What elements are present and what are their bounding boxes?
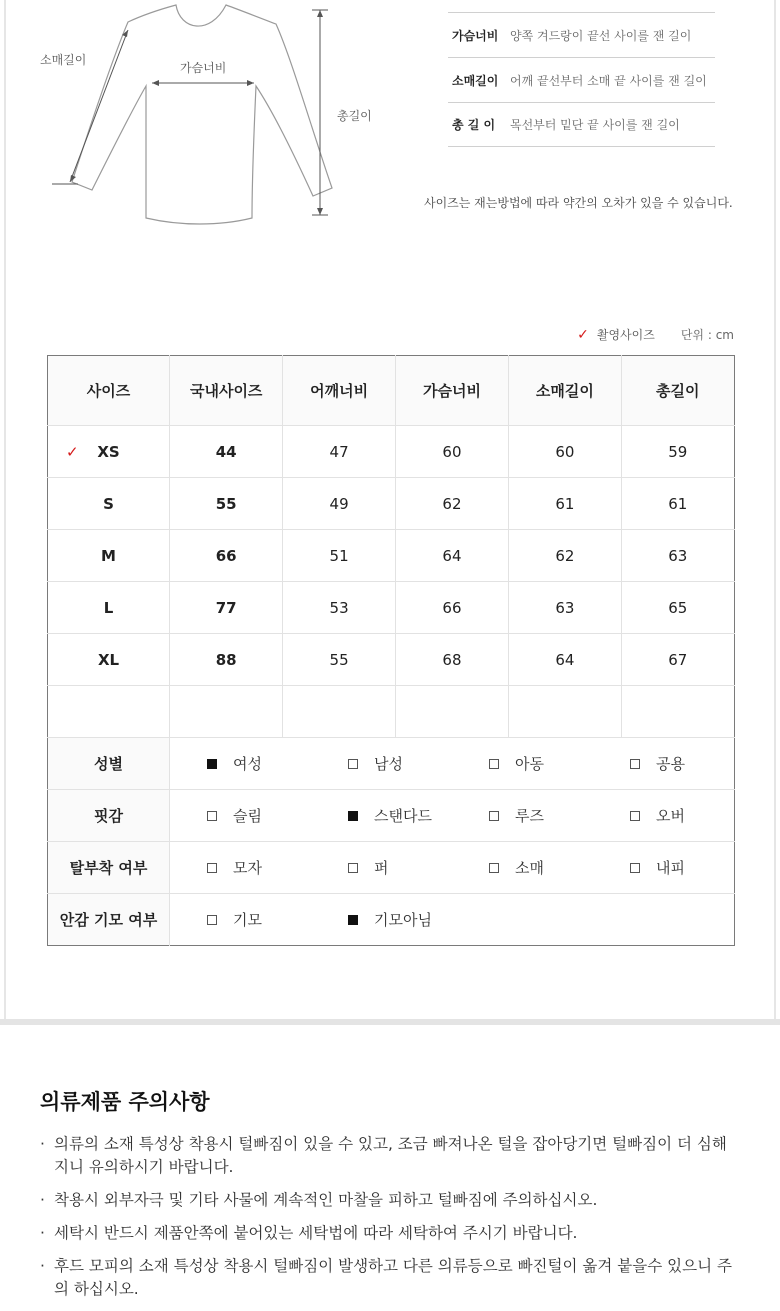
option-text: 아동 (515, 755, 544, 773)
unit-label: 단위 : cm (680, 328, 734, 342)
attribute-row-gender (48, 738, 735, 790)
size-value: XS (97, 442, 120, 461)
attribute-label: 안감 기모 여부 (48, 894, 170, 946)
list-item: · 후드 모피의 소재 특성상 착용시 털빠짐이 발생하고 다른 의류등으로 빠진털이 옮겨 붙을수 있으니 주의 하십시오. (40, 1255, 740, 1301)
empty-square-icon (630, 811, 640, 821)
option-text: 남성 (374, 755, 403, 773)
attribute-options (170, 738, 735, 790)
sleeve-cell: 62 (509, 530, 621, 582)
care-title: 의류제품 주의사항 (40, 1090, 210, 1114)
option-male (311, 753, 452, 774)
chest-cell: 64 (395, 530, 508, 582)
definition-term: 총 길 이 (452, 118, 496, 132)
empty-square-icon (207, 811, 217, 821)
chest-cell: 68 (395, 634, 508, 686)
chest-cell: 62 (395, 478, 508, 530)
size-cell: L (48, 582, 170, 634)
kr-size-cell: 66 (170, 530, 283, 582)
kr-size-cell: 44 (170, 426, 283, 478)
check-icon: ✓ (577, 326, 589, 343)
table-row (48, 478, 735, 530)
kr-size-cell: 77 (170, 582, 283, 634)
option-liner (593, 857, 734, 878)
table-row (48, 426, 735, 478)
diagram-chest-label: 가슴너비 (180, 61, 227, 75)
definition-desc: 어깨 끝선부터 소매 끝 사이를 잰 길이 (510, 73, 707, 88)
option-text: 기모 (233, 911, 262, 929)
empty-square-icon (489, 811, 499, 821)
attribute-row-fit (48, 790, 735, 842)
option-text: 여성 (233, 755, 262, 773)
column-header: 어깨너비 (283, 356, 395, 426)
empty-square-icon (348, 863, 358, 873)
chest-cell: 66 (395, 582, 508, 634)
option-text: 오버 (656, 807, 685, 825)
option-not-brushed (311, 909, 452, 930)
frame-left-line (4, 0, 6, 1019)
sweater-outline-icon (30, 0, 360, 230)
column-header: 사이즈 (48, 356, 170, 426)
option-sleeve (452, 857, 593, 878)
checked-square-icon (348, 811, 358, 821)
size-note: 사이즈는 재는방법에 따라 약간의 오차가 있을 수 있습니다. (424, 196, 733, 210)
length-cell: 61 (621, 478, 734, 530)
column-header: 소매길이 (509, 356, 621, 426)
list-item: · 의류의 소재 특성상 착용시 털빠짐이 있을 수 있고, 조금 빠져나온 털을 잡아당기면 털빠짐이 더 심해지니 유의하시기 바랍니다. (40, 1133, 740, 1179)
option-text: 소매 (515, 859, 544, 877)
shoulder-cell: 49 (283, 478, 395, 530)
option-text: 슬림 (233, 807, 262, 825)
table-row (48, 582, 735, 634)
option-over (593, 805, 734, 826)
checked-square-icon (207, 759, 217, 769)
size-cell (48, 426, 170, 478)
attribute-label: 탈부착 여부 (48, 842, 170, 894)
empty-square-icon (489, 759, 499, 769)
empty-square-icon (630, 759, 640, 769)
sleeve-cell: 60 (509, 426, 621, 478)
kr-size-cell: 55 (170, 478, 283, 530)
attribute-row-lining (48, 894, 735, 946)
chest-cell: 60 (395, 426, 508, 478)
length-cell: 65 (621, 582, 734, 634)
length-cell: 59 (621, 426, 734, 478)
attribute-options (170, 790, 735, 842)
shoulder-cell: 47 (283, 426, 395, 478)
option-text: 기모아님 (374, 911, 432, 929)
attribute-label: 핏감 (48, 790, 170, 842)
attribute-label: 성별 (48, 738, 170, 790)
option-fur (311, 857, 452, 878)
sleeve-cell: 64 (509, 634, 621, 686)
care-list (40, 1133, 740, 1311)
attribute-options (170, 842, 735, 894)
option-text: 공용 (656, 755, 685, 773)
option-text: 내피 (656, 859, 685, 877)
option-kids (452, 753, 593, 774)
empty-square-icon (207, 915, 217, 925)
size-cell: M (48, 530, 170, 582)
option-slim (170, 805, 311, 826)
table-row-empty (48, 686, 735, 738)
table-header-row (48, 356, 735, 426)
option-text: 퍼 (374, 859, 389, 877)
legend-label: 촬영사이즈 (596, 328, 655, 342)
option-text: 스탠다드 (374, 807, 432, 825)
garment-diagram (30, 0, 372, 230)
size-table (47, 355, 735, 946)
diagram-sleeve-label: 소매길이 (40, 53, 87, 67)
empty-cell (509, 686, 621, 738)
empty-square-icon (630, 863, 640, 873)
list-item: · 세탁시 반드시 제품안쪽에 붙어있는 세탁법에 따라 세탁하여 주시기 바랍니다. (40, 1222, 740, 1245)
empty-cell (621, 686, 734, 738)
frame-right-line (774, 0, 776, 1019)
option-standard (311, 805, 452, 826)
option-unisex (593, 753, 734, 774)
definition-desc: 양쪽 겨드랑이 끝선 사이를 잰 길이 (510, 28, 692, 43)
definition-row (448, 57, 715, 102)
option-brushed (170, 909, 311, 930)
size-cell: XL (48, 634, 170, 686)
measurement-definitions (448, 12, 715, 147)
empty-square-icon (207, 863, 217, 873)
diagram-length-label: 총길이 (337, 109, 372, 123)
length-cell: 67 (621, 634, 734, 686)
empty-cell (48, 686, 170, 738)
column-header: 총길이 (621, 356, 734, 426)
shoulder-cell: 55 (283, 634, 395, 686)
attribute-row-detachable (48, 842, 735, 894)
empty-square-icon (489, 863, 499, 873)
attribute-options (170, 894, 735, 946)
empty-cell (170, 686, 283, 738)
shoulder-cell: 53 (283, 582, 395, 634)
definition-term: 가슴너비 (452, 28, 499, 43)
empty-cell (283, 686, 395, 738)
table-row (48, 530, 735, 582)
checked-square-icon (348, 915, 358, 925)
option-hood (170, 857, 311, 878)
section-divider (0, 1019, 780, 1025)
empty-cell (395, 686, 508, 738)
size-legend (577, 326, 734, 343)
option-text: 모자 (233, 859, 262, 877)
kr-size-cell: 88 (170, 634, 283, 686)
check-icon: ✓ (66, 443, 79, 461)
shoulder-cell: 51 (283, 530, 395, 582)
sleeve-cell: 61 (509, 478, 621, 530)
empty-square-icon (348, 759, 358, 769)
option-loose (452, 805, 593, 826)
list-item: · 착용시 외부자극 및 기타 사물에 계속적인 마찰을 피하고 털빠짐에 주의하십시오. (40, 1189, 740, 1212)
definition-term: 소매길이 (452, 73, 499, 88)
option-text: 루즈 (515, 807, 544, 825)
definition-row (448, 102, 715, 147)
option-female (170, 753, 311, 774)
column-header: 가슴너비 (395, 356, 508, 426)
sleeve-cell: 63 (509, 582, 621, 634)
length-cell: 63 (621, 530, 734, 582)
definition-desc: 목선부터 밑단 끝 사이를 잰 길이 (510, 118, 680, 132)
table-row (48, 634, 735, 686)
column-header: 국내사이즈 (170, 356, 283, 426)
size-cell: S (48, 478, 170, 530)
definition-row (448, 12, 715, 57)
